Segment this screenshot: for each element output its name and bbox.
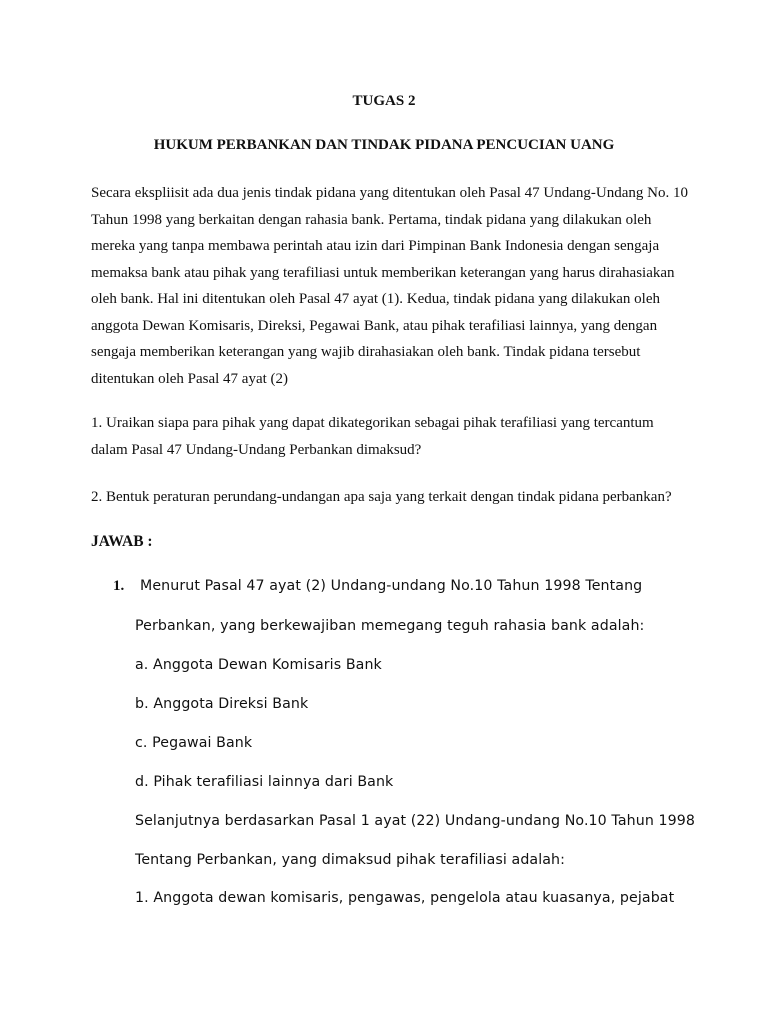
answer-line: Selanjutnya berdasarkan Pasal 1 ayat (22) Undang-undang No.10 Tahun 1998 — [135, 813, 696, 829]
jawab-heading: JAWAB : — [91, 533, 153, 550]
answer-list-item: b. Anggota Direksi Bank — [135, 696, 309, 712]
answer-line: Menurut Pasal 47 ayat (2) Undang-undang No.10 Tahun 1998 Tentang — [140, 578, 643, 594]
answer-list-item: c. Pegawai Bank — [135, 735, 253, 751]
answer-list-item: a. Anggota Dewan Komisaris Bank — [135, 657, 382, 673]
document-subtitle: HUKUM PERBANKAN DAN TINDAK PIDANA PENCUCIAN UANG — [153, 137, 615, 153]
answer-list-item: d. Pihak terafiliasi lainnya dari Bank — [135, 774, 394, 790]
question-2: 2. Bentuk peraturan perundang-undangan apa saja yang terkait dengan tindak pidana perbankan? — [91, 489, 672, 505]
answer-line: Tentang Perbankan, yang dimaksud pihak terafiliasi adalah: — [135, 852, 566, 868]
question-1: 1. Uraikan siapa para pihak yang dapat dikategorikan sebagai pihak terafiliasi yang tercantum dalam Pasal 47 Undang-Undang Perbankan dimaksud? — [91, 415, 654, 458]
intro-paragraph: Secara ekspliisit ada dua jenis tindak pidana yang ditentukan oleh Pasal 47 Undang-Undang No. 10 Tahun 1998 yang berkaitan dengan rahasia bank. Pertama, tindak pidana yang dilakukan oleh mereka yang tanpa membawa perintah atau izin dari Pimpinan Bank Indonesia dengan sengaja memaksa bank atau pihak yang terafiliasi untuk memberikan keterangan yang harus dirahasiakan oleh bank. Hal ini ditentukan oleh Pasal 47 ayat (1). Kedua, tindak pidana yang dilakukan oleh anggota Dewan Komisaris, Direksi, Pegawai Bank, atau pihak terafiliasi lainnya, yang dengan sengaja memberikan keterangan yang wajib dirahasiakan oleh bank. Tindak pidana tersebut ditentukan oleh Pasal 47 ayat (2) — [91, 185, 688, 387]
answer-list-item: 1. Anggota dewan komisaris, pengawas, pengelola atau kuasanya, pejabat — [135, 890, 675, 906]
answer-number: 1. — [113, 578, 125, 594]
answer-line: Perbankan, yang berkewajiban memegang teguh rahasia bank adalah: — [135, 618, 645, 634]
document-title: TUGAS 2 — [352, 93, 416, 109]
